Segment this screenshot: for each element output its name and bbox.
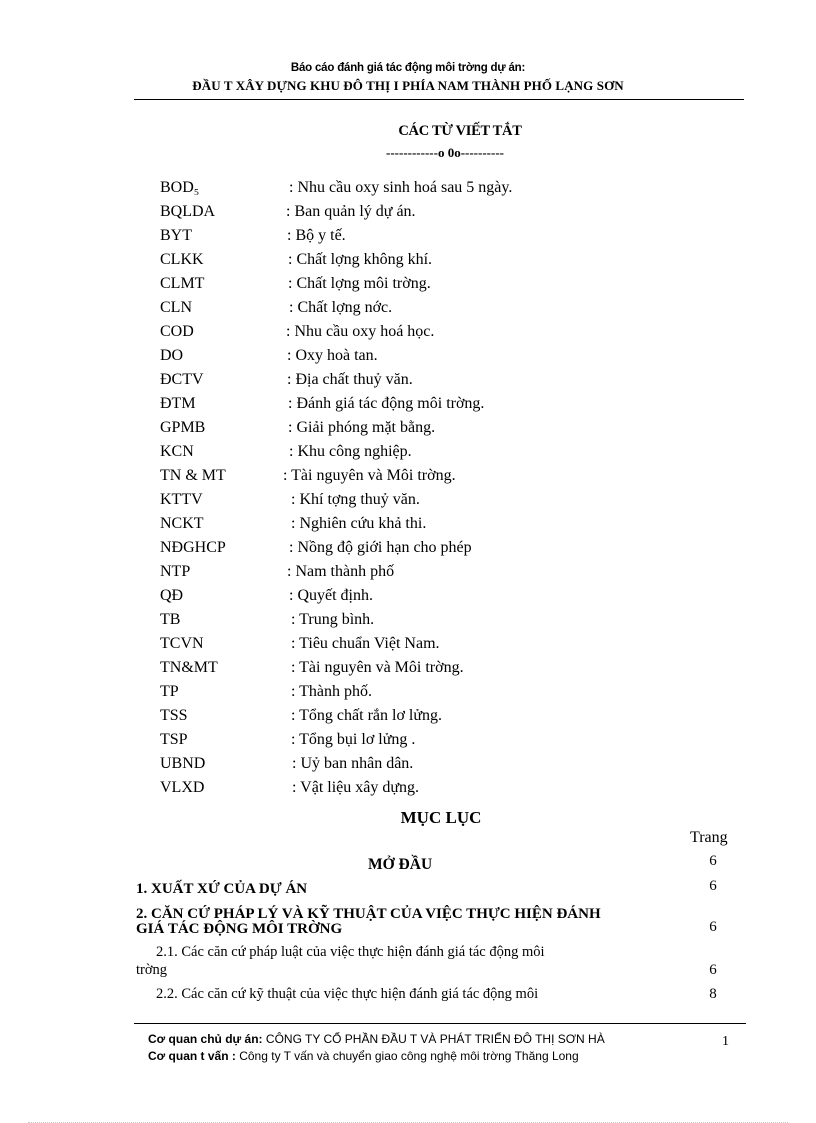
toc-page-number: 6 <box>709 853 717 869</box>
abbreviation-definition: : Chất lợng nớc. <box>289 299 393 316</box>
toc-entry-legal-basis-line2[interactable]: GIÁ TÁC ĐỘNG MÔI TRỜNG <box>136 921 343 937</box>
footer-divider <box>134 1023 746 1024</box>
abbreviation-row <box>0 322 816 346</box>
abbreviation-code: BOD₅ <box>160 179 200 196</box>
toc-page-number: 8 <box>709 986 717 1002</box>
abbreviation-code: CLMT <box>160 275 205 292</box>
abbreviation-code: ĐTM <box>160 395 196 412</box>
abbreviation-row <box>0 778 816 802</box>
report-header-line1: Báo cáo đánh giá tác động môi trờng dự án: <box>290 62 526 74</box>
toc-page-number: 6 <box>709 878 717 894</box>
abbreviation-code: TB <box>160 611 181 628</box>
abbreviation-definition: : Thành phố. <box>291 683 373 700</box>
abbreviation-row <box>0 682 816 706</box>
abbreviation-row <box>0 418 816 442</box>
abbreviation-code: COD <box>160 323 194 340</box>
toc-entry-2-2[interactable]: 2.2. Các căn cứ kỹ thuật của việc thực hiện đánh giá tác động môi <box>156 986 539 1002</box>
footer-consultant-label: Cơ quan t vấn : <box>148 1049 236 1063</box>
abbreviation-definition: : Tài nguyên và Môi trờng. <box>283 467 456 484</box>
abbreviation-row <box>0 490 816 514</box>
header-divider <box>134 99 744 100</box>
toc-page-number: 6 <box>709 962 717 978</box>
abbreviation-code: QĐ <box>160 587 184 604</box>
toc-entry-intro[interactable]: MỞ ĐẦU <box>368 856 433 873</box>
toc-entry-2-1-line1[interactable]: 2.1. Các căn cứ pháp luật của việc thực hiện đánh giá tác động môi <box>156 944 545 960</box>
abbreviation-definition: : Đánh giá tác động môi trờng. <box>288 395 485 412</box>
page-number: 1 <box>722 1034 729 1049</box>
abbreviation-code: TCVN <box>160 635 204 652</box>
footer-consultant <box>148 1049 579 1063</box>
abbreviation-row <box>0 178 816 202</box>
toc-entry-project-origin[interactable]: 1. XUẤT XỨ CỦA DỰ ÁN <box>136 881 308 897</box>
toc-entry-2-1-line2[interactable]: trờng <box>136 962 168 978</box>
abbreviation-code: NTP <box>160 563 191 580</box>
abbreviation-row <box>0 370 816 394</box>
footer-owner-label: Cơ quan chủ dự án: <box>148 1032 263 1046</box>
abbreviation-row <box>0 562 816 586</box>
abbreviation-row <box>0 706 816 730</box>
abbreviation-code: GPMB <box>160 419 206 436</box>
abbreviation-code: TP <box>160 683 179 700</box>
report-header-project-name: ĐẦU T XÂY DỰNG KHU ĐÔ THỊ I PHÍA NAM THÀNH PHỐ LẠNG SƠN <box>192 78 624 93</box>
abbreviation-row <box>0 466 816 490</box>
abbreviation-definition: : Trung bình. <box>291 611 375 628</box>
abbreviations-subtitle: ------------o 0o---------- <box>386 145 504 160</box>
abbreviation-definition: : Địa chất thuỷ văn. <box>287 371 413 388</box>
abbreviation-code: KCN <box>160 443 194 460</box>
toc-page-number: 6 <box>709 919 717 935</box>
abbreviation-code: TSP <box>160 731 188 748</box>
abbreviation-row <box>0 298 816 322</box>
abbreviation-code: CLN <box>160 299 192 316</box>
abbreviation-row <box>0 538 816 562</box>
abbreviation-row <box>0 658 816 682</box>
abbreviation-definition: : Tiêu chuẩn Việt Nam. <box>291 635 440 652</box>
abbreviation-definition: : Giải phóng mặt bằng. <box>288 419 436 436</box>
toc-entry-legal-basis-line1[interactable]: 2. CĂN CỨ PHÁP LÝ VÀ KỸ THUẬT CỦA VIỆC THỰC HIỆN ĐÁNH <box>136 906 601 922</box>
abbreviation-code: TSS <box>160 707 188 724</box>
abbreviation-definition: : Nam thành phố <box>287 563 395 580</box>
abbreviation-code: UBND <box>160 755 206 772</box>
abbreviation-definition: : Bộ y tế. <box>287 227 346 244</box>
abbreviation-code: TN&MT <box>160 659 218 676</box>
abbreviation-definition: : Nhu cầu oxy hoá học. <box>286 323 435 340</box>
abbreviation-code: BQLDA <box>160 203 216 220</box>
abbreviation-row <box>0 754 816 778</box>
abbreviation-definition: : Chất lợng không khí. <box>288 251 433 268</box>
abbreviation-definition: : Tổng chất rắn lơ lửng. <box>291 707 443 724</box>
abbreviation-definition: : Chất lợng môi trờng. <box>288 275 431 292</box>
abbreviation-row <box>0 442 816 466</box>
footer-owner-value: CÔNG TY CỔ PHẦN ĐẦU T VÀ PHÁT TRIỂN ĐÔ THỊ SƠN HÀ <box>262 1032 605 1046</box>
abbreviation-definition: : Nghiên cứu khả thi. <box>291 515 427 532</box>
abbreviation-code: KTTV <box>160 491 203 508</box>
abbreviation-definition: : Tài nguyên và Môi trờng. <box>291 659 464 676</box>
abbreviation-code: CLKK <box>160 251 204 268</box>
abbreviation-row <box>0 346 816 370</box>
abbreviation-definition: : Vật liệu xây dựng. <box>292 779 420 796</box>
abbreviation-code: VLXD <box>160 779 205 796</box>
abbreviation-definition: : Khu công nghiệp. <box>289 443 412 460</box>
abbreviation-code: TN & MT <box>160 467 226 484</box>
abbreviation-row <box>0 586 816 610</box>
abbreviation-definition: : Nồng độ giới hạn cho phép <box>289 539 472 556</box>
abbreviation-definition: : Oxy hoà tan. <box>287 347 378 364</box>
abbreviation-row <box>0 250 816 274</box>
footer-project-owner <box>148 1032 605 1046</box>
abbreviation-row <box>0 730 816 754</box>
abbreviation-code: NĐGHCP <box>160 539 226 556</box>
abbreviation-row <box>0 202 816 226</box>
abbreviation-code: NCKT <box>160 515 204 532</box>
abbreviation-definition: : Quyết định. <box>289 587 373 604</box>
abbreviation-definition: : Khí tợng thuỷ văn. <box>291 491 420 508</box>
abbreviation-row <box>0 394 816 418</box>
abbreviation-definition: : Tổng bụi lơ lửng . <box>291 731 416 748</box>
abbreviation-definition: : Uỷ ban nhân dân. <box>292 755 414 772</box>
footer-consultant-value: Công ty T vấn và chuyển giao công nghệ môi trờng Thăng Long <box>235 1049 579 1063</box>
abbreviation-definition: : Nhu cầu oxy sinh hoá sau 5 ngày. <box>289 179 513 196</box>
abbreviation-row <box>0 274 816 298</box>
abbreviation-code: DO <box>160 347 184 364</box>
abbreviation-code: BYT <box>160 227 192 244</box>
abbreviation-row <box>0 226 816 250</box>
abbreviation-row <box>0 610 816 634</box>
abbreviation-code: ĐCTV <box>160 371 204 388</box>
abbreviation-row <box>0 634 816 658</box>
toc-page-column-label: Trang <box>690 829 728 846</box>
abbreviations-title: CÁC TỪ VIẾT TẮT <box>398 123 522 139</box>
abbreviation-row <box>0 514 816 538</box>
toc-title: MỤC LỤC <box>400 808 482 827</box>
abbreviation-definition: : Ban quản lý dự án. <box>286 203 416 220</box>
